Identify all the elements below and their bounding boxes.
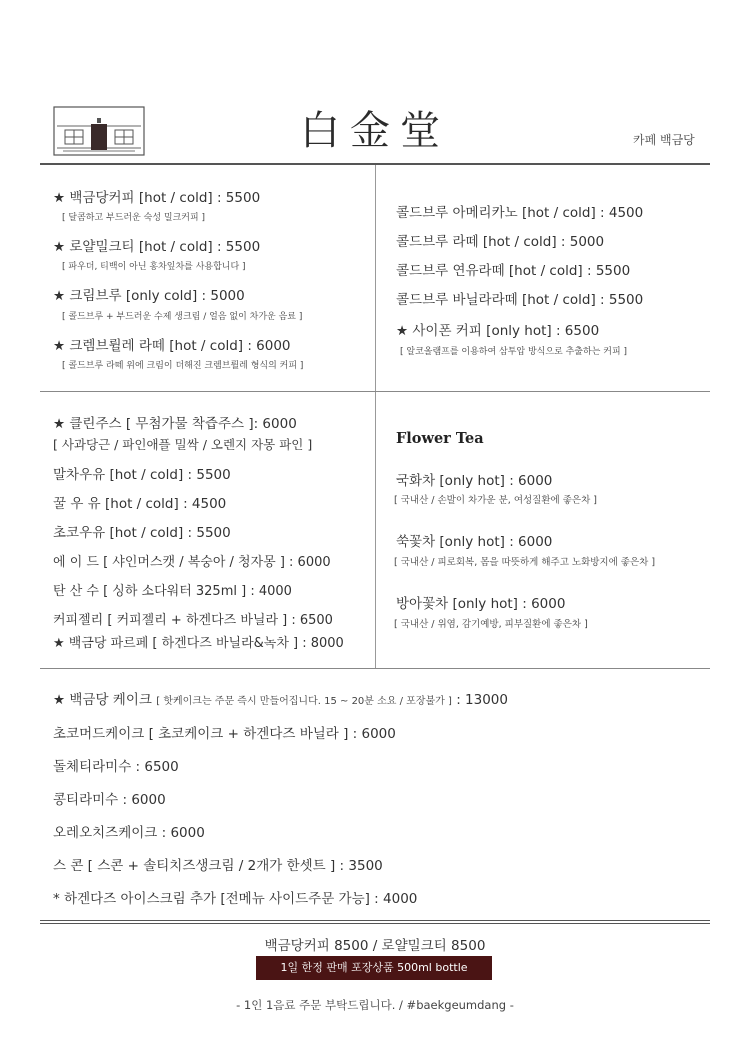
menu-note: [ 국내산 / 피로회복, 몸을 따뜻하게 해주고 노화방지에 좋은차 ] — [394, 557, 656, 568]
menu-item-bean-tiramisu: 콩티라미수 : 6000 — [53, 792, 166, 808]
bottle-badge: 1일 한정 판매 포장상품 500ml bottle — [256, 956, 492, 980]
footer-divider-double — [40, 923, 710, 924]
menu-item-siphon-coffee: ★ 사이폰 커피 [only hot] : 6500 — [396, 323, 600, 339]
menu-item-choco-milk: 초코우유 [hot / cold] : 5500 — [53, 525, 231, 541]
menu-item-cold-brew-americano: 콜드브루 아메리카노 [hot / cold] : 4500 — [396, 205, 644, 221]
cafe-subtitle: 카페 백금당 — [633, 133, 695, 147]
menu-item-banga-flower-tea: 방아꽃차 [only hot] : 6000 — [396, 596, 566, 612]
menu-item-choco-mud-cake: 초코머드케이크 [ 초코케이크 + 하겐다즈 바닐라 ] : 6000 — [53, 726, 396, 742]
section1-divider — [375, 165, 376, 391]
footer-note: - 1인 1음료 주문 부탁드립니다. / #baekgeumdang - — [236, 998, 514, 1012]
menu-note: [ 국내산 / 손발이 차가운 분, 여성질환에 좋은차 ] — [394, 495, 597, 506]
menu-note: [ 파우더, 티백이 아닌 홍차잎차를 사용합니다 ] — [62, 262, 246, 272]
bottle-prices: 백금당커피 8500 / 로얄밀크티 8500 — [264, 938, 486, 954]
menu-item-dolce-tiramisu: 돌체티라미수 : 6500 — [53, 759, 179, 775]
menu-item-ice-cream-addon: * 하겐다즈 아이스크림 추가 [전메뉴 사이드주문 가능] : 4000 — [53, 891, 418, 907]
menu-item-mugwort-flower-tea: 쑥꽃차 [only hot] : 6000 — [396, 534, 553, 550]
cake-note: [ 핫케이크는 주문 즉시 만들어집니다. 15 ~ 20분 소요 / 포장불가 ] — [156, 696, 452, 707]
menu-item-cream-brew: ★ 크림브루 [only cold] : 5000 — [53, 288, 245, 304]
menu-item-parfait: ★ 백금당 파르페 [ 하겐다즈 바닐라&녹차 ] : 8000 — [53, 636, 344, 651]
menu-item-ade: 에 이 드 [ 샤인머스캣 / 복숭아 / 청자몽 ] : 6000 — [53, 555, 331, 570]
menu-item-cold-brew-condensed-latte: 콜드브루 연유라떼 [hot / cold] : 5500 — [396, 263, 631, 279]
menu-item-chrysanthemum-tea: 국화차 [only hot] : 6000 — [396, 473, 553, 489]
menu-item-oreo-cheesecake: 오레오치즈케이크 : 6000 — [53, 825, 205, 841]
menu-note: [ 콜드브루 + 부드러운 수제 생크림 / 얼음 없이 차가운 음료 ] — [62, 312, 303, 322]
menu-item-baekgeumdang-cake — [53, 688, 508, 708]
menu-item-clean-juice: ★ 클린주스 [ 무첨가물 착즙주스 ]: 6000 — [53, 416, 297, 432]
menu-note: [ 달콤하고 부드러운 숙성 밀크커피 ] — [62, 213, 206, 223]
menu-item-juice-options: [ 사과당근 / 파인애플 밀싹 / 오렌지 자몽 파인 ] — [53, 437, 313, 452]
footer-divider — [40, 920, 710, 921]
section-divider — [40, 668, 710, 669]
menu-item-royal-milk-tea: ★ 로얄밀크티 [hot / cold] : 5500 — [53, 239, 261, 255]
menu-item-cold-brew-vanilla-latte: 콜드브루 바닐라라떼 [hot / cold] : 5500 — [396, 292, 644, 308]
menu-note: [ 알코올램프를 이용하여 삼투압 방식으로 추출하는 커피 ] — [400, 347, 628, 357]
menu-note: [ 국내산 / 위염, 감기예방, 피부질환에 좋은차 ] — [394, 619, 588, 630]
menu-item-cold-brew-latte: 콜드브루 라떼 [hot / cold] : 5000 — [396, 234, 605, 250]
menu-item-honey-milk: 꿀 우 유 [hot / cold] : 4500 — [53, 496, 227, 512]
flower-tea-title: Flower Tea — [396, 430, 484, 447]
menu-note: [ 콜드브루 라떼 위에 크림이 더해진 크렘브륄레 형식의 커피 ] — [62, 361, 304, 371]
menu-item-soda-water: 탄 산 수 [ 싱하 소다워터 325ml ] : 4000 — [53, 584, 292, 599]
menu-item-matcha-milk: 말차우유 [hot / cold] : 5500 — [53, 467, 231, 483]
menu-item-baekgeumdang-coffee: ★ 백금당커피 [hot / cold] : 5500 — [53, 190, 261, 206]
cafe-title: 白金堂 — [300, 108, 450, 154]
section2-divider — [375, 392, 376, 668]
cake-name: ★ 백금당 케이크 — [53, 692, 152, 708]
menu-item-coffee-jelly: 커피젤리 [ 커피젤리 + 하겐다즈 바닐라 ] : 6500 — [53, 613, 333, 628]
cake-price: : 13000 — [456, 692, 508, 708]
menu-item-scone: 스 콘 [ 스콘 + 솔티치즈생크림 / 2개가 한셋트 ] : 3500 — [53, 858, 383, 874]
menu-item-creme-brulee-latte: ★ 크렘브륄레 라떼 [hot / cold] : 6000 — [53, 338, 291, 354]
